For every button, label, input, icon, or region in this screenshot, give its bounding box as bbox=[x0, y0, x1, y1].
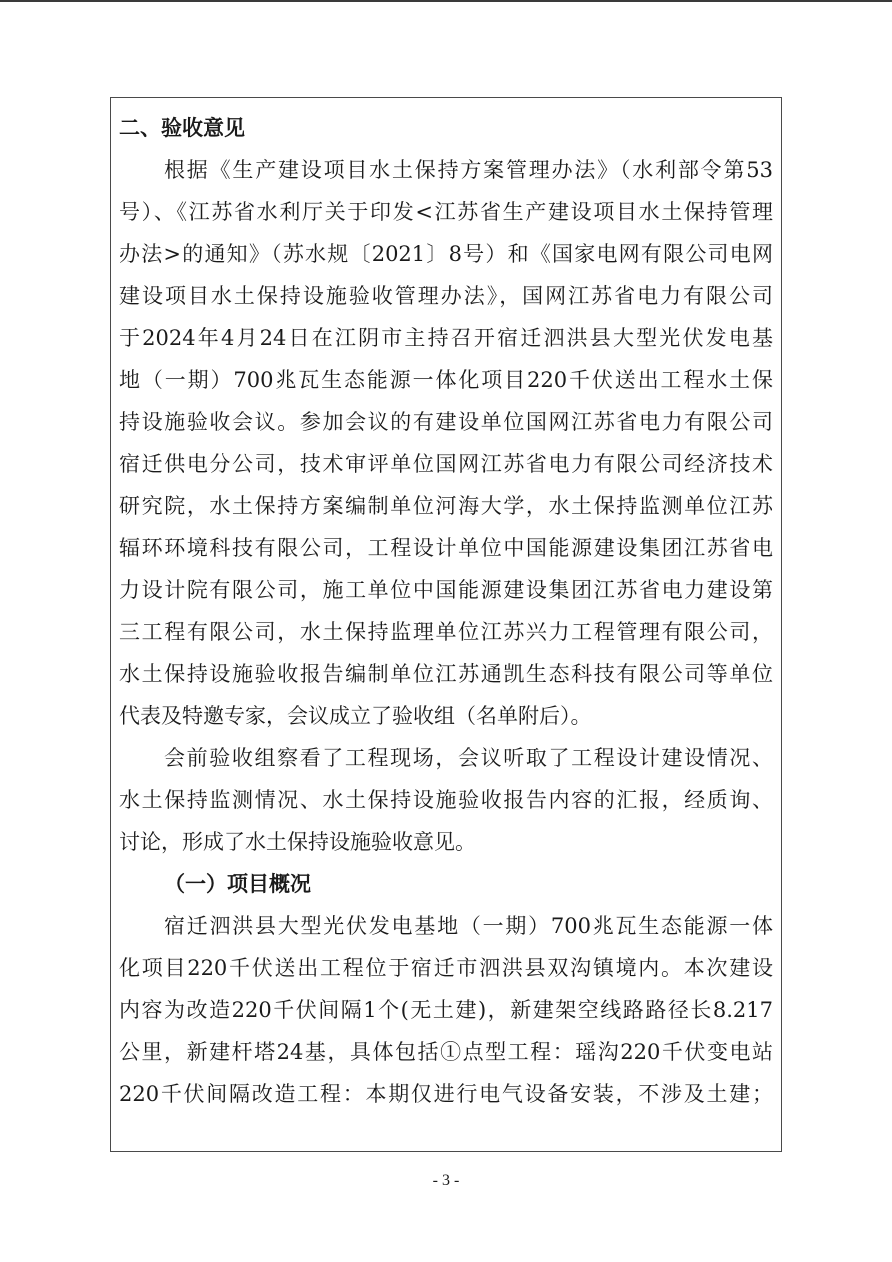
paragraph-line: 建设项目水土保持设施验收管理办法》，国网江苏省电力有限公司 bbox=[119, 284, 773, 308]
paragraph-line: 力设计院有限公司，施工单位中国能源建设集团江苏省电力建设第 bbox=[119, 578, 773, 602]
document-body bbox=[119, 107, 773, 1115]
paragraph-meeting-background bbox=[119, 149, 773, 737]
paragraph-line: 地（一期）700兆瓦生态能源一体化项目220千伏送出工程水土保 bbox=[119, 368, 773, 392]
paragraph-line: 水土保持设施验收报告编制单位江苏通凯生态科技有限公司等单位 bbox=[119, 662, 773, 686]
paragraph-line: 宿迁供电分公司，技术审评单位国网江苏省电力有限公司经济技术 bbox=[119, 452, 773, 476]
paragraph-line: 办法>的通知》（苏水规〔2021〕8号）和《国家电网有限公司电网 bbox=[119, 242, 773, 266]
paragraph-line: 水土保持监测情况、水土保持设施验收报告内容的汇报，经质询、 bbox=[119, 788, 773, 812]
paragraph-line: 于2024年4月24日在江阴市主持召开宿迁泗洪县大型光伏发电基 bbox=[119, 326, 773, 350]
paragraph-line: 220千伏间隔改造工程：本期仅进行电气设备安装，不涉及土建； bbox=[119, 1082, 773, 1106]
paragraph-meeting-process bbox=[119, 737, 773, 863]
section-title: 二、验收意见 bbox=[119, 115, 245, 140]
paragraph-line: 持设施验收会议。参加会议的有建设单位国网江苏省电力有限公司 bbox=[119, 410, 773, 434]
subsection-title: （一）项目概况 bbox=[164, 871, 311, 896]
page-number: - 3 - bbox=[432, 1172, 460, 1189]
paragraph-line: 辐环环境科技有限公司，工程设计单位中国能源建设集团江苏省电 bbox=[119, 536, 773, 560]
paragraph-project-overview bbox=[119, 905, 773, 1115]
paragraph-line: 内容为改造220千伏间隔1个(无土建)，新建架空线路路径长8.217 bbox=[119, 998, 773, 1022]
paragraph-line: 三工程有限公司，水土保持监理单位江苏兴力工程管理有限公司， bbox=[119, 620, 773, 644]
paragraph-line: 宿迁泗洪县大型光伏发电基地（一期）700兆瓦生态能源一体 bbox=[164, 914, 773, 938]
paragraph-line: 公里，新建杆塔24基，具体包括①点型工程：瑶沟220千伏变电站 bbox=[119, 1040, 773, 1064]
paragraph-line: 号）、《江苏省水利厅关于印发<江苏省生产建设项目水土保持管理 bbox=[119, 200, 773, 224]
paragraph-line: 代表及特邀专家，会议成立了验收组（名单附后）。 bbox=[119, 704, 592, 728]
paragraph-line: 讨论，形成了水土保持设施验收意见。 bbox=[119, 830, 476, 854]
paragraph-line: 化项目220千伏送出工程位于宿迁市泗洪县双沟镇境内。本次建设 bbox=[119, 956, 773, 980]
paragraph-line: 根据《生产建设项目水土保持方案管理办法》（水利部令第53 bbox=[164, 158, 773, 182]
paragraph-line: 研究院，水土保持方案编制单位河海大学，水土保持监测单位江苏 bbox=[119, 494, 773, 518]
top-border-line bbox=[0, 0, 892, 2]
paragraph-line: 会前验收组察看了工程现场，会议听取了工程设计建设情况、 bbox=[164, 746, 773, 770]
